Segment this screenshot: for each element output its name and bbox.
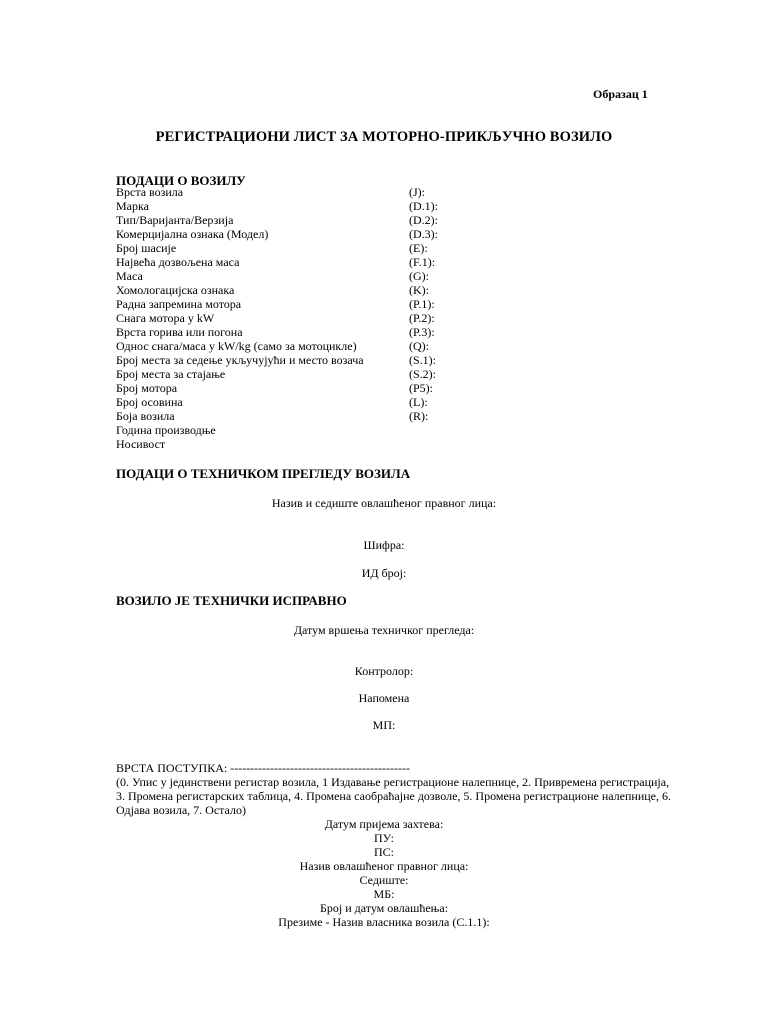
vehicle-field-row bbox=[116, 213, 536, 227]
vehicle-field-row bbox=[116, 269, 536, 283]
vehicle-field-row bbox=[116, 353, 536, 367]
vehicle-field-label: Година производње bbox=[116, 423, 216, 437]
vehicle-field-row bbox=[116, 367, 536, 381]
valid-section-heading: ВОЗИЛО ЈЕ ТЕХНИЧКИ ИСПРАВНО bbox=[116, 593, 347, 608]
request-detail-line: Седиште: bbox=[359, 873, 409, 887]
vehicle-field-label: Маса bbox=[116, 269, 143, 283]
vehicle-field-label: Број места за стајање bbox=[116, 367, 226, 381]
request-details-block bbox=[0, 817, 768, 929]
vehicle-field-label: Носивост bbox=[116, 437, 166, 451]
vehicle-field-row bbox=[116, 297, 536, 311]
vehicle-field-label: Хомологацијска ознака bbox=[116, 283, 235, 297]
document-title: РЕГИСТРАЦИОНИ ЛИСТ ЗА МОТОРНО-ПРИКЉУЧНО ВОЗИЛО bbox=[155, 129, 613, 145]
id-number-label: ИД број: bbox=[361, 566, 407, 580]
inspection-section-heading: ПОДАЦИ О ТЕХНИЧКОМ ПРЕГЛЕДУ ВОЗИЛА bbox=[116, 466, 411, 481]
vehicle-field-code: (Q): bbox=[409, 339, 429, 353]
vehicle-field-row bbox=[116, 283, 536, 297]
request-detail-line: Назив овлашћеног правног лица: bbox=[299, 859, 469, 873]
vehicle-field-row bbox=[116, 339, 536, 353]
vehicle-field-row bbox=[116, 255, 536, 269]
vehicle-field-label: Највећа дозвољена маса bbox=[116, 255, 240, 269]
request-detail-line: Број и датум овлашћења: bbox=[319, 901, 448, 915]
vehicle-field-row bbox=[116, 437, 536, 451]
vehicle-section-heading: ПОДАЦИ О ВОЗИЛУ bbox=[116, 173, 246, 188]
vehicle-field-row bbox=[116, 325, 536, 339]
request-detail-line: МБ: bbox=[373, 887, 395, 901]
vehicle-field-code: (J): bbox=[409, 185, 425, 199]
vehicle-field-label: Број осовина bbox=[116, 395, 183, 409]
vehicle-field-label: Однос снага/маса у kW/kg (само за мотоцикле) bbox=[116, 339, 357, 353]
request-detail-line: ПУ: bbox=[373, 831, 395, 845]
vehicle-field-label: Марка bbox=[116, 199, 149, 213]
vehicle-field-row bbox=[116, 227, 536, 241]
vehicle-field-row bbox=[116, 199, 536, 213]
vehicle-fields-list bbox=[116, 185, 536, 451]
vehicle-field-code: (D.1): bbox=[409, 199, 438, 213]
code-label: Шифра: bbox=[363, 538, 405, 552]
seal-label: МП: bbox=[372, 718, 396, 732]
vehicle-field-code: (K): bbox=[409, 283, 429, 297]
vehicle-field-label: Боја возила bbox=[116, 409, 175, 423]
vehicle-field-code: (D.2): bbox=[409, 213, 438, 227]
note-label: Напомена bbox=[358, 691, 410, 705]
vehicle-field-code: (P.1): bbox=[409, 297, 435, 311]
vehicle-field-code: (P.3): bbox=[409, 325, 435, 339]
vehicle-field-code: (G): bbox=[409, 269, 429, 283]
legal-entity-label: Назив и седиште овлашћеног правног лица: bbox=[271, 496, 497, 510]
procedure-type-label: ВРСТА ПОСТУПКА: --------------------------------------------- bbox=[116, 761, 411, 775]
request-detail-line: Датум пријема захтева: bbox=[324, 817, 444, 831]
vehicle-field-code: (E): bbox=[409, 241, 428, 255]
vehicle-field-row bbox=[116, 241, 536, 255]
vehicle-field-code: (L): bbox=[409, 395, 428, 409]
vehicle-field-code: (R): bbox=[409, 409, 429, 423]
form-number: Образац 1 bbox=[593, 87, 648, 101]
vehicle-field-row bbox=[116, 395, 536, 409]
vehicle-field-label: Број шасије bbox=[116, 241, 177, 255]
vehicle-field-row bbox=[116, 185, 536, 199]
request-detail-line: ПС: bbox=[373, 845, 394, 859]
vehicle-field-label: Број мотора bbox=[116, 381, 178, 395]
vehicle-field-label: Број места за седење укључујући и место возача bbox=[116, 353, 364, 367]
vehicle-field-row bbox=[116, 423, 536, 437]
procedure-options-text: (0. Упис у јединствени регистар возила, 1 Издавање регистрационе налепнице, 2. Привремена регистрација, 3. Промена регистарских таблица, 4. Промена саобраћајне дозволе, 5. Промена регистрационе налепнице, 6. Одјава возила, 7. Остало) bbox=[116, 775, 671, 817]
vehicle-field-code: (S.2): bbox=[409, 367, 436, 381]
vehicle-field-row bbox=[116, 409, 536, 423]
vehicle-field-row bbox=[116, 311, 536, 325]
request-detail-line: Презиме - Назив власника возила (C.1.1): bbox=[278, 915, 490, 929]
inspection-date-label: Датум вршења техничког прегледа: bbox=[293, 623, 475, 637]
vehicle-field-row bbox=[116, 381, 536, 395]
vehicle-field-label: Комерцијална ознака (Модел) bbox=[116, 227, 269, 241]
vehicle-field-label: Радна запремина мотора bbox=[116, 297, 242, 311]
vehicle-field-label: Тип/Варијанта/Верзија bbox=[116, 213, 234, 227]
vehicle-field-code: (D.3): bbox=[409, 227, 438, 241]
vehicle-field-code: (S.1): bbox=[409, 353, 436, 367]
vehicle-field-code: (P.2): bbox=[409, 311, 435, 325]
vehicle-field-code: (P5): bbox=[409, 381, 433, 395]
vehicle-field-code: (F.1): bbox=[409, 255, 436, 269]
vehicle-field-label: Врста возила bbox=[116, 185, 184, 199]
vehicle-field-label: Снага мотора у kW bbox=[116, 311, 215, 325]
vehicle-field-label: Врста горива или погона bbox=[116, 325, 243, 339]
controller-label: Контролор: bbox=[354, 664, 414, 678]
